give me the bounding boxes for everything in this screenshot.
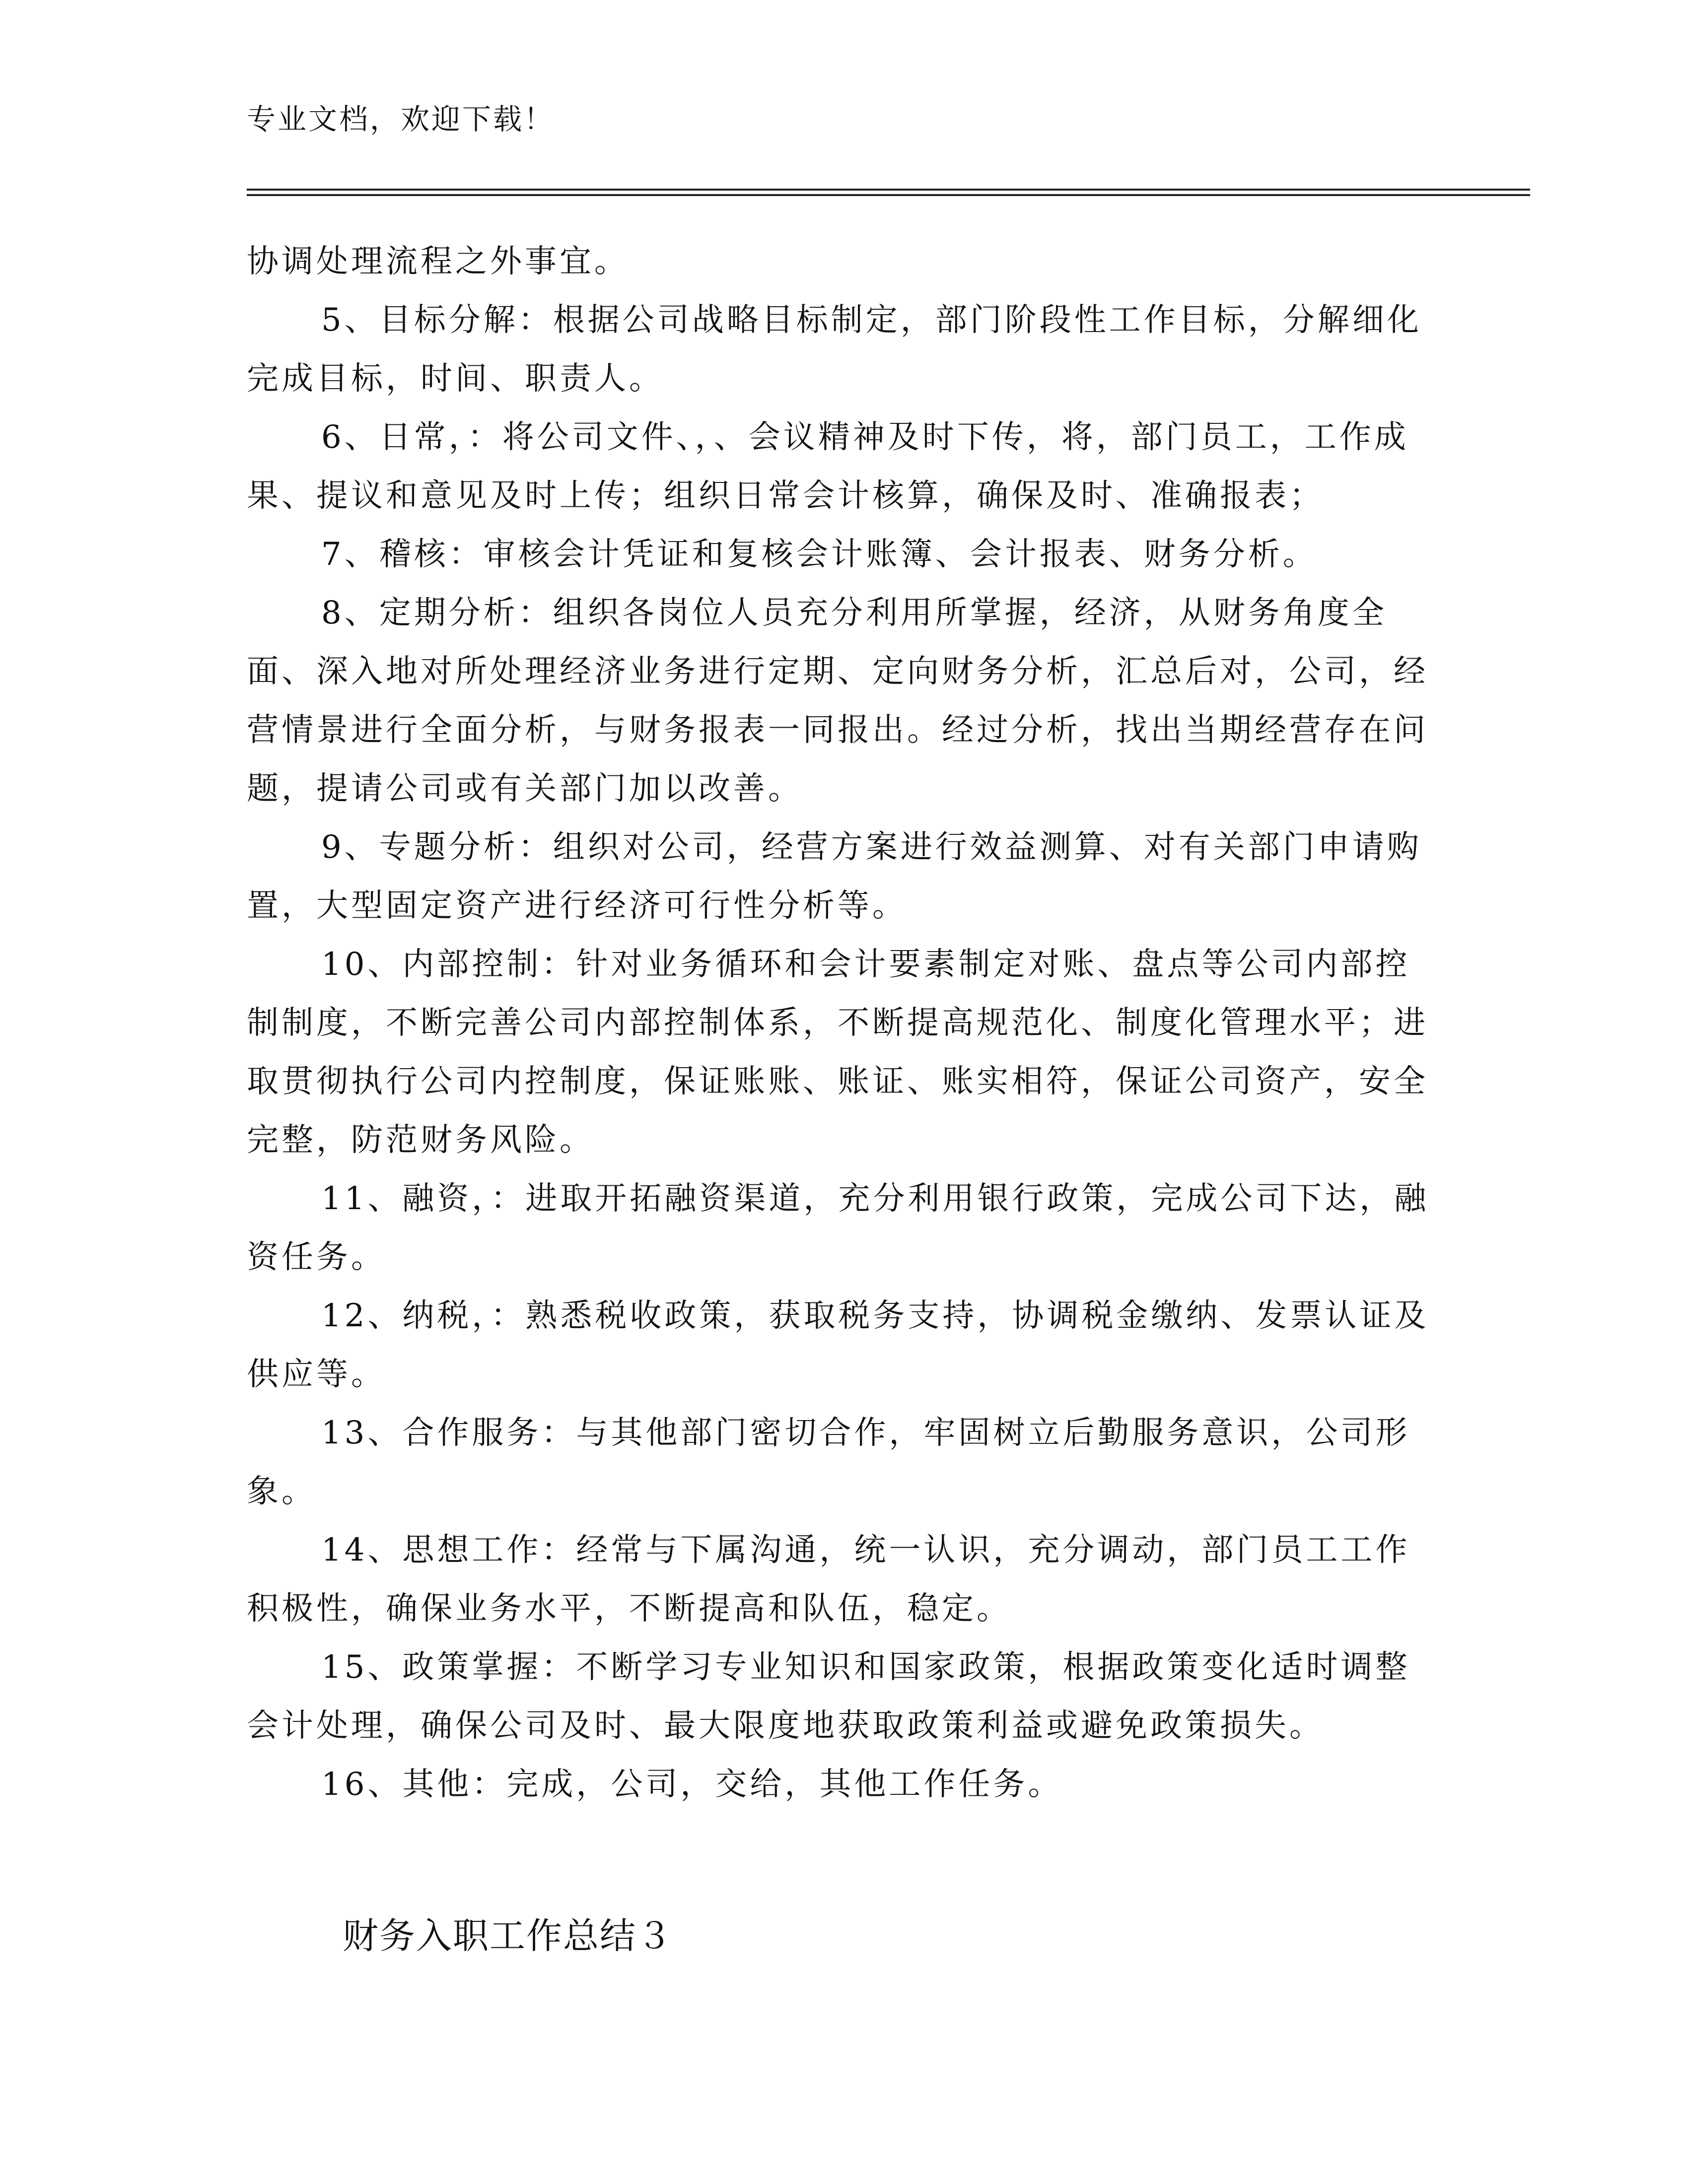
paragraph-item-12: 12、纳税，：熟悉税收政策，获取税务支持，协调税金缴纳、发票认证及供应等。: [247, 1297, 1429, 1393]
paragraph-item-10: 10、内部控制：针对业务循环和会计要素制定对账、盘点等公司内部控制制度，不断完善公司内部控制体系，不断提高规范化、制度化管理水平；进取贯彻执行公司内控制度，保证账账、账证、账实相符，保证公司资产，安全完整，防范财务风险。: [247, 946, 1428, 1159]
paragraph-item-13: 13、合作服务：与其他部门密切合作，牢固树立后勤服务意识，公司形象。: [247, 1415, 1410, 1510]
paragraph-item-9: 9、专题分析：组织对公司，经营方案进行效益测算、对有关部门申请购置，大型固定资产进行经济可行性分析等。: [247, 829, 1422, 924]
header-divider-line-bottom: [247, 194, 1530, 196]
paragraph-item-11: 11、融资，：进取开拓融资渠道，充分利用银行政策，完成公司下达，融资任务。: [247, 1180, 1429, 1276]
paragraph-continuation: 协调处理流程之外事宜。: [247, 243, 629, 280]
section-heading: 财务入职工作总结３: [343, 1915, 674, 1957]
paragraph-item-6: 6、日常，：将公司文件、，、会议精神及时下传，将，部门员工，工作成果、提议和意见及时上传；组织日常会计核算，确保及时、准确报表；: [247, 419, 1409, 514]
paragraph-item-15: 15、政策掌握：不断学习专业知识和国家政策，根据政策变化适时调整会计处理，确保公司及时、最大限度地获取政策利益或避免政策损失。: [247, 1649, 1410, 1744]
header-divider-line-top: [247, 189, 1530, 191]
paragraph-item-5: 5、目标分解：根据公司战略目标制定，部门阶段性工作目标，分解细化完成目标，时间、职责人。: [247, 302, 1422, 397]
header-text: 专业文档，欢迎下载！: [247, 102, 555, 136]
paragraph-item-16: 16、其他：完成，公司，交给，其他工作任务。: [321, 1766, 1063, 1803]
document-body: [247, 232, 1438, 1814]
header-divider: [247, 189, 1530, 197]
paragraph-item-7: 7、稽核：审核会计凭证和复核会计账簿、会计报表、财务分析。: [321, 536, 1318, 573]
paragraph-item-14: 14、思想工作：经常与下属沟通，统一认识，充分调动，部门员工工作积极性，确保业务水平，不断提高和队伍，稳定。: [247, 1532, 1410, 1627]
paragraph-item-8: 8、定期分析：组织各岗位人员充分利用所掌握，经济，从财务角度全面、深入地对所处理经济业务进行定期、定向财务分析，汇总后对，公司，经营情景进行全面分析，与财务报表一同报出。经过分析，找出当期经营存在问题，提请公司或有关部门加以改善。: [247, 595, 1428, 807]
